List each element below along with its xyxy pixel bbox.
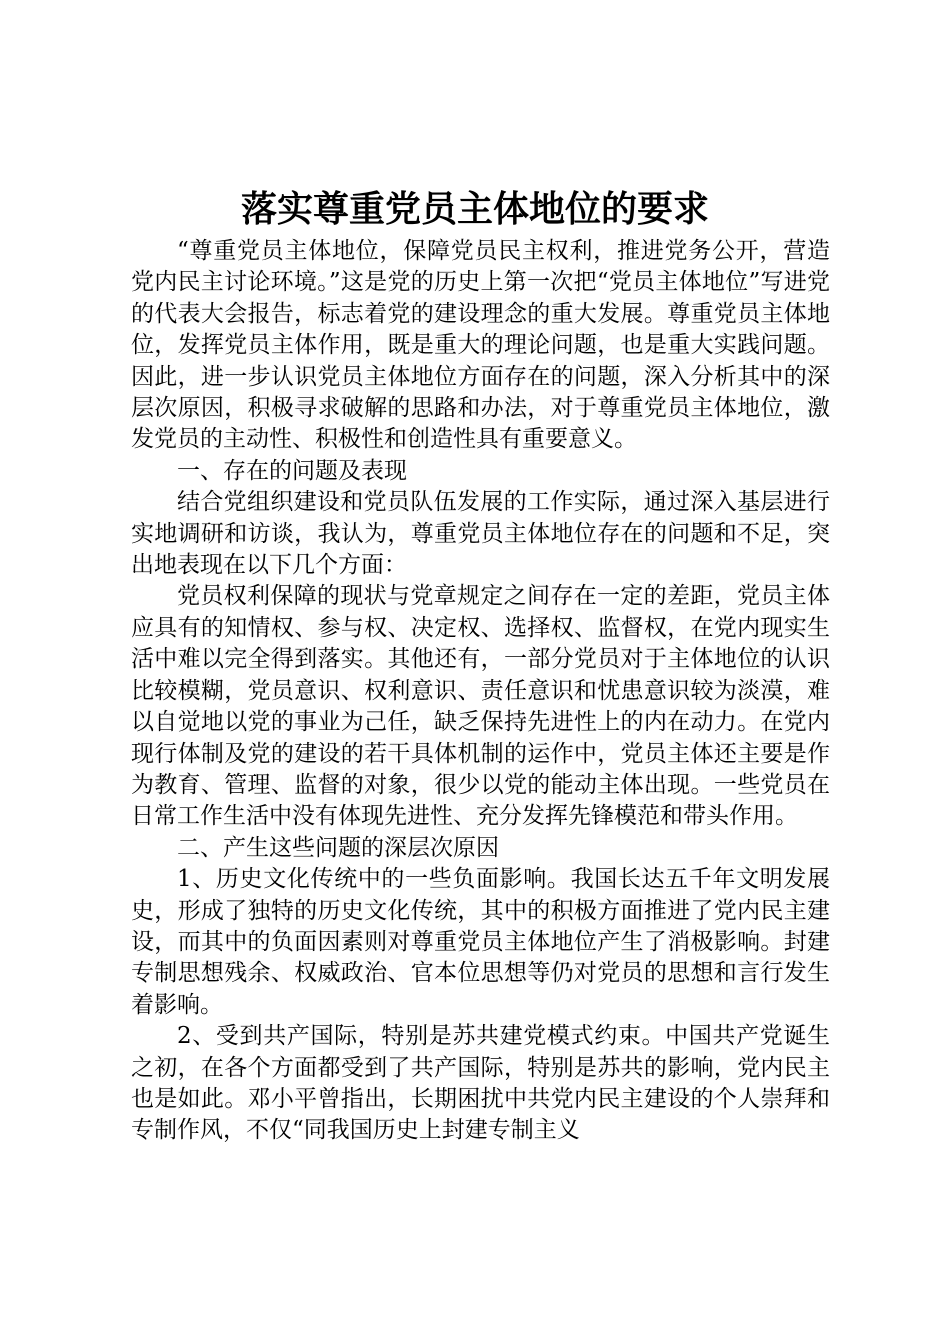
section-heading-1: 一、存在的问题及表现 <box>177 457 407 484</box>
paragraph-reason-1: 1、历史文化传统中的一些负面影响。我国长达五千年文明发展史，形成了独特的历史文化传统，其中的积极方面推进了党内民主建设，而其中的负面因素则对尊重党员主体地位产生了消极影响。封建专制思想残余、权威政治、官本位思想等仍对党员的思想和言行发生着影响。 <box>131 866 830 1018</box>
paragraph-reason-2: 2、受到共产国际，特别是苏共建党模式约束。中国共产党诞生之初，在各个方面都受到了共产国际，特别是苏共的影响，党内民主也是如此。邓小平曾指出，长期困扰中共党内民主建设的个人崇拜和专制作风，不仅“同我国历史上封建专制主义 <box>131 1023 830 1144</box>
document-body <box>131 236 830 1147</box>
document-title: 落实尊重党员主体地位的要求 <box>240 188 709 230</box>
paragraph-intro: “尊重党员主体地位，保障党员民主权利，推进党务公开，营造党内民主讨论环境。”这是党的历史上第一次把“党员主体地位”写进党的代表大会报告，标志着党的建设理念的重大发展。尊重党员主体地位，发挥党员主体作用，既是重大的理论问题，也是重大实践问题。因此，进一步认识党员主体地位方面存在的问题，深入分析其中的深层次原因，积极寻求破解的思路和办法，对于尊重党员主体地位，激发党员的主动性、积极性和创造性具有重要意义。 <box>131 238 830 453</box>
paragraph-section-1-intro: 结合党组织建设和党员队伍发展的工作实际，通过深入基层进行实地调研和访谈，我认为，尊重党员主体地位存在的问题和不足，突出地表现在以下几个方面： <box>131 489 830 579</box>
section-heading-2: 二、产生这些问题的深层次原因 <box>177 834 499 861</box>
paragraph-section-1-body: 党员权利保障的现状与党章规定之间存在一定的差距，党员主体应具有的知情权、参与权、决定权、选择权、监督权，在党内现实生活中难以完全得到落实。其他还有，一部分党员对于主体地位的认识比较模糊，党员意识、权利意识、责任意识和忧患意识较为淡漠，难以自觉地以党的事业为己任，缺乏保持先进性上的内在动力。在党内现行体制及党的建设的若干具体机制的运作中，党员主体还主要是作为教育、管理、监督的对象，很少以党的能动主体出现。一些党员在日常工作生活中没有体现先进性、充分发挥先锋模范和带头作用。 <box>131 583 830 830</box>
